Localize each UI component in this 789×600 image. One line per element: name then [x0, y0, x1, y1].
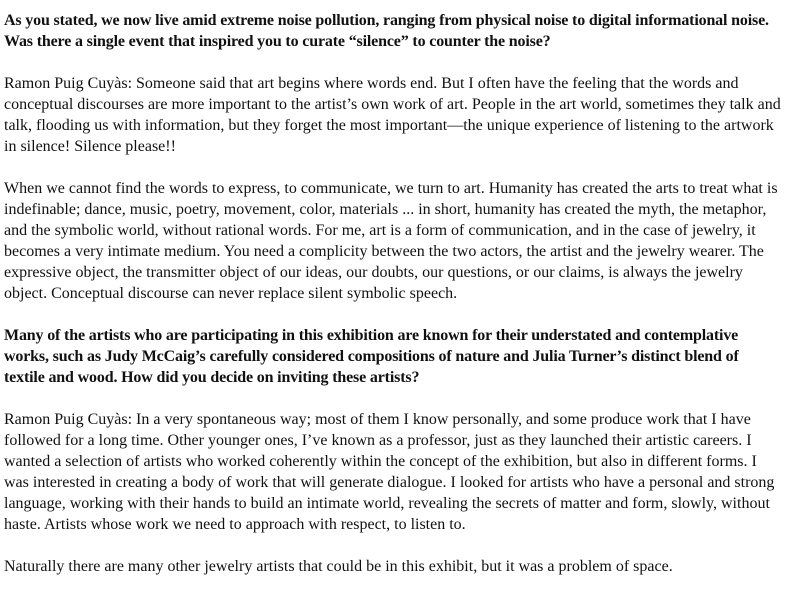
interview-answer-1: Ramon Puig Cuyàs: Someone said that art begins where words end. But I often have the feeling that the words and conceptual discourses are more important to the artist’s own work of art. People in the art world, sometimes they talk and talk, flooding us with information, but they forget the most important—the unique experience of listening to the artwork in silence! Silence please!!	[4, 75, 781, 155]
interview-question-2: Many of the artists who are participating in this exhibition are known for their understated and contemplative works, such as Judy McCaig’s carefully considered compositions of nature and Julia Turner’s distinct blend of textile and wood. How did you decide on inviting these artists?	[4, 327, 739, 386]
interview-answer-2: Ramon Puig Cuyàs: In a very spontaneous way; most of them I know personally, and some produce work that I have followed for a long time. Other younger ones, I’ve known as a professor, just as they launched their artistic careers. I wanted a selection of artists who worked coherently within the concept of the exhibition, but also in different forms. I was interested in creating a body of work that will generate dialogue. I looked for artists who have a personal and strong language, working with their hands to build an intimate world, revealing the secrets of matter and form, slowly, without haste. Artists whose work we need to approach with respect, to listen to.	[4, 411, 775, 533]
interview-answer-1-continued: When we cannot find the words to express, to communicate, we turn to art. Humanity has created the arts to treat what is indefinable; dance, music, poetry, movement, color, materials ... in short, humanity has created the myth, the metaphor, and the symbolic world, without rational words. For me, art is a form of communication, and in the case of jewelry, it becomes a very intimate medium. You need a complicity between the two actors, the artist and the jewelry wearer. The expressive object, the transmitter object of our ideas, our doubts, our questions, or our claims, is always the jewelry object. Conceptual discourse can never replace silent symbolic speech.	[4, 180, 778, 302]
interview-question-1: As you stated, we now live amid extreme noise pollution, ranging from physical noise to digital informational noise. Was there a single event that inspired you to curate “silence” to counter the noise?	[4, 12, 769, 50]
interview-answer-2-continued: Naturally there are many other jewelry artists that could be in this exhibit, but it was a problem of space.	[4, 558, 673, 575]
